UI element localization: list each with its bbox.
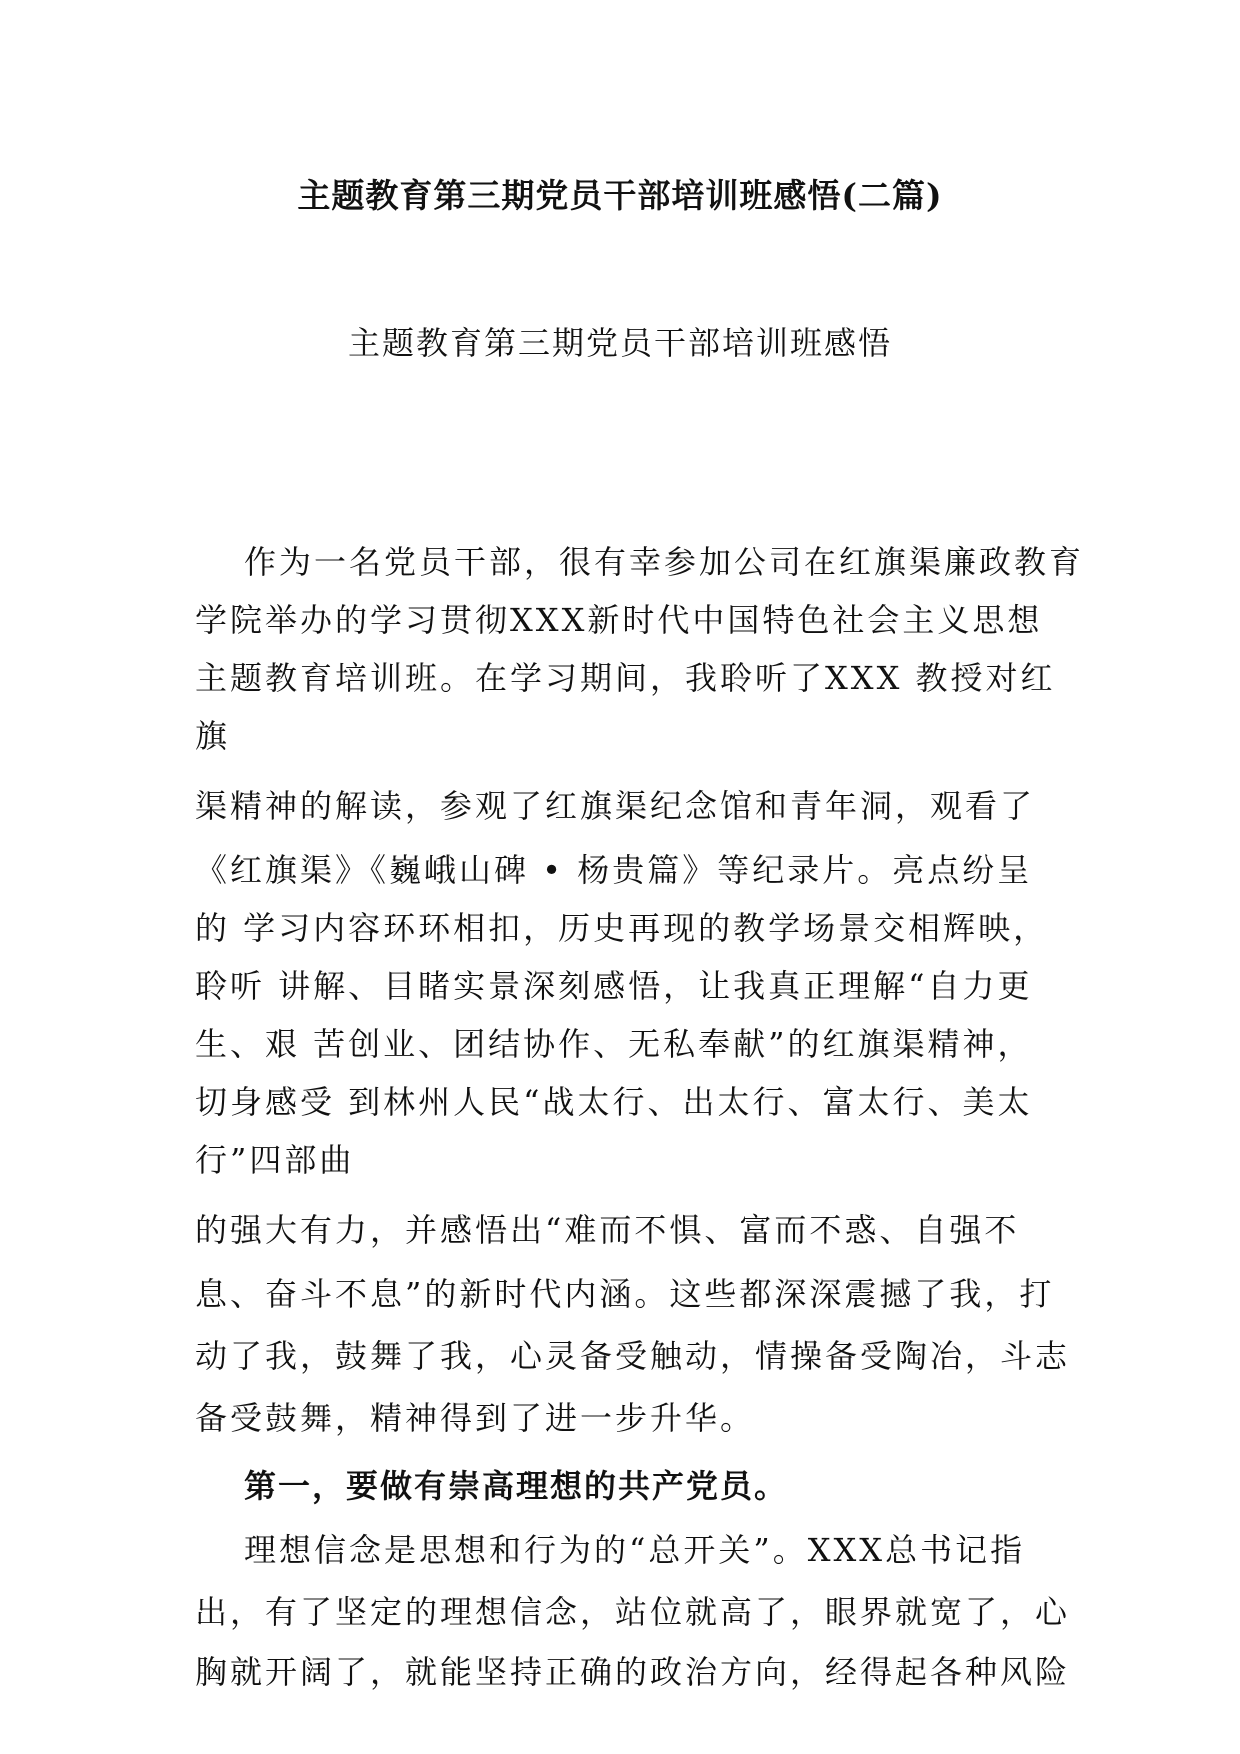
paragraph-line: 行”四部曲	[195, 1141, 355, 1179]
paragraph-line: 作为一名党员干部，很有幸参加公司在红旗渠廉政教育	[244, 543, 1085, 581]
paragraph-line: 生、艰 苦创业、团结协作、无私奉献”的红旗渠精神，	[195, 1025, 1033, 1063]
paragraph-line: 聆听 讲解、目睹实景深刻感悟，让我真正理解“自力更	[195, 967, 1033, 1005]
paragraph-line: 旗	[195, 717, 231, 755]
section-heading: 第一，要做有崇高理想的共产党员。	[244, 1467, 789, 1505]
paragraph-line: 主题教育培训班。在学习期间，我聆听了XXX 教授对红	[195, 659, 1056, 697]
paragraph-line: 理想信念是思想和行为的“总开关”。XXX总书记指	[244, 1531, 1026, 1569]
paragraph-line: 胸就开阔了，就能坚持正确的政治方向，经得起各种风险	[195, 1653, 1071, 1691]
paragraph-line: 渠精神的解读，参观了红旗渠纪念馆和青年洞，观看了	[195, 787, 1036, 825]
paragraph-line: 息、奋斗不息”的新时代内涵。这些都深深震撼了我，打	[195, 1275, 1055, 1313]
document-title: 主题教育第三期党员干部培训班感悟(二篇)	[297, 176, 943, 215]
paragraph-line: 的强大有力，并感悟出“难而不惧、富而不惑、自强不	[195, 1211, 1020, 1249]
document-subtitle: 主题教育第三期党员干部培训班感悟	[347, 324, 892, 362]
paragraph-line: 切身感受 到林州人民“战太行、出太行、富太行、美太	[195, 1083, 1033, 1121]
paragraph-line: 备受鼓舞，精神得到了进一步升华。	[195, 1399, 756, 1437]
paragraph-line: 学院举办的学习贯彻XXX新时代中国特色社会主义思想	[195, 601, 1043, 639]
paragraph-line: 《红旗渠》《巍峨山碑 • 杨贵篇》等纪录片。亮点纷呈	[195, 851, 1033, 889]
paragraph-line: 出，有了坚定的理想信念，站位就高了，眼界就宽了，心	[195, 1593, 1071, 1631]
paragraph-line: 的 学习内容环环相扣，历史再现的教学场景交相辉映，	[195, 909, 1049, 947]
paragraph-line: 动了我，鼓舞了我，心灵备受触动，情操备受陶冶，斗志	[195, 1337, 1071, 1375]
